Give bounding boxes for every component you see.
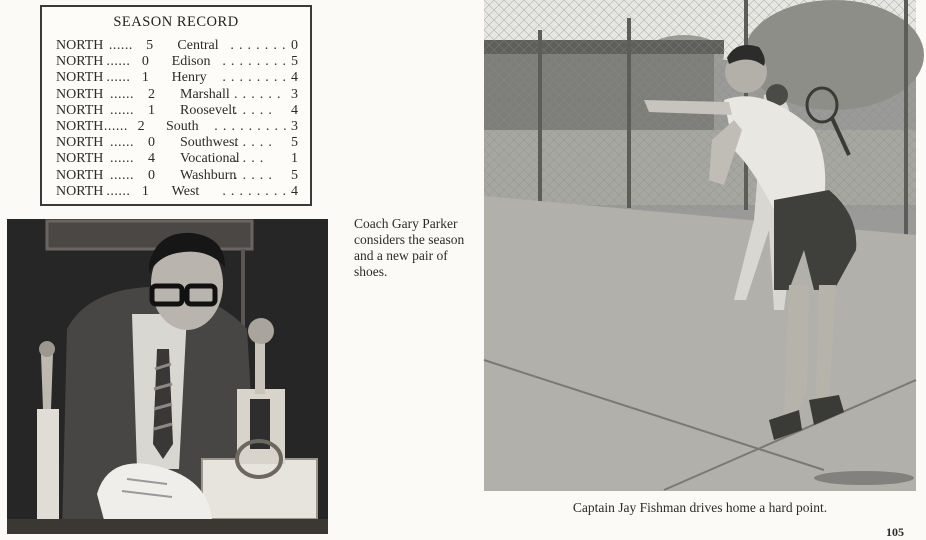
season-record-title: SEASON RECORD bbox=[113, 14, 239, 30]
leader-dots: ...... bbox=[106, 70, 131, 86]
opponent-score: 4 bbox=[291, 102, 298, 118]
coach-photo bbox=[7, 219, 328, 534]
record-row bbox=[56, 168, 298, 184]
leader-dots: . . . . bbox=[234, 151, 265, 167]
leader-dots: . . . . . bbox=[234, 102, 273, 118]
opponent-score: 5 bbox=[291, 54, 298, 70]
coach-caption: Coach Gary Parker considers the season and a new pair of shoes. bbox=[354, 216, 465, 279]
opponent-name: Roosevelt bbox=[180, 102, 236, 118]
season-record-table bbox=[56, 38, 298, 200]
team-name: NORTH bbox=[56, 151, 104, 167]
team-score: 1 bbox=[148, 102, 155, 118]
tennis-caption: Captain Jay Fishman drives home a hard point. bbox=[572, 500, 828, 515]
opponent-score: 3 bbox=[291, 118, 299, 134]
leader-dots: . . . . . . . . bbox=[222, 54, 287, 70]
team-name: NORTH bbox=[56, 135, 104, 151]
season-record-box bbox=[40, 5, 312, 206]
record-row bbox=[56, 54, 298, 70]
opponent-score: 3 bbox=[291, 86, 298, 102]
record-row bbox=[56, 103, 298, 119]
leader-dots: . . . . . . . bbox=[230, 38, 287, 53]
record-row bbox=[56, 135, 298, 151]
team-score: 5 bbox=[146, 38, 154, 53]
team-name: NORTH bbox=[56, 86, 104, 102]
opponent-score: 5 bbox=[291, 167, 298, 183]
team-name: NORTH bbox=[56, 54, 104, 70]
leader-dots: . . . . . . . . . bbox=[214, 118, 288, 134]
opponent-name: Vocational bbox=[180, 151, 240, 167]
team-name: NORTH bbox=[56, 167, 104, 183]
leader-dots: ...... bbox=[110, 167, 134, 183]
team-score: 0 bbox=[141, 54, 149, 70]
team-name: NORTH bbox=[56, 118, 104, 134]
opponent-name: Central bbox=[177, 38, 219, 53]
leader-dots: . . . . . bbox=[234, 135, 273, 151]
leader-dots: ...... bbox=[106, 183, 131, 199]
leader-dots: . . . . . bbox=[234, 167, 273, 183]
opponent-name: Marshall bbox=[180, 86, 230, 102]
opponent-name: Henry bbox=[171, 70, 207, 86]
record-row bbox=[56, 70, 298, 86]
team-score: 4 bbox=[148, 151, 155, 167]
opponent-score: 5 bbox=[291, 135, 298, 151]
team-name: NORTH bbox=[56, 102, 104, 118]
team-score: 1 bbox=[141, 183, 149, 199]
tennis-photo-illustration bbox=[484, 0, 916, 491]
opponent-name: Edison bbox=[171, 54, 211, 70]
opponent-name: Washburn bbox=[180, 167, 237, 183]
team-score: 2 bbox=[148, 86, 155, 102]
coach-photo-illustration bbox=[7, 219, 328, 534]
record-row bbox=[56, 38, 298, 54]
leader-dots: ...... bbox=[110, 151, 134, 167]
record-row bbox=[56, 151, 298, 167]
team-score: 2 bbox=[137, 118, 145, 134]
opponent-name: West bbox=[171, 183, 200, 199]
leader-dots: ...... bbox=[110, 86, 134, 102]
record-row bbox=[56, 119, 298, 135]
opponent-score: 4 bbox=[291, 70, 298, 86]
team-score: 0 bbox=[148, 135, 155, 151]
team-name: NORTH bbox=[56, 70, 104, 86]
leader-dots: ...... bbox=[108, 38, 133, 53]
opponent-name: Southwest bbox=[180, 135, 239, 151]
team-score: 0 bbox=[148, 167, 155, 183]
leader-dots: ...... bbox=[110, 135, 134, 151]
team-name: NORTH bbox=[56, 183, 104, 199]
opponent-score: 1 bbox=[291, 151, 298, 167]
team-score: 1 bbox=[141, 70, 149, 86]
opponent-score: 0 bbox=[291, 38, 298, 53]
leader-dots: . . . . . . . . bbox=[222, 183, 287, 199]
page-number: 105 bbox=[886, 525, 904, 539]
tennis-photo bbox=[484, 0, 916, 491]
record-row bbox=[56, 87, 298, 103]
team-name: NORTH bbox=[56, 38, 104, 53]
leader-dots: . . . . . . . . bbox=[222, 70, 287, 86]
opponent-score: 4 bbox=[291, 183, 298, 199]
leader-dots: ...... bbox=[106, 54, 131, 70]
leader-dots: . . . . . . bbox=[234, 86, 282, 102]
leader-dots: ...... bbox=[103, 118, 128, 134]
leader-dots: ...... bbox=[110, 102, 134, 118]
opponent-name: South bbox=[165, 118, 199, 134]
record-row bbox=[56, 184, 298, 200]
